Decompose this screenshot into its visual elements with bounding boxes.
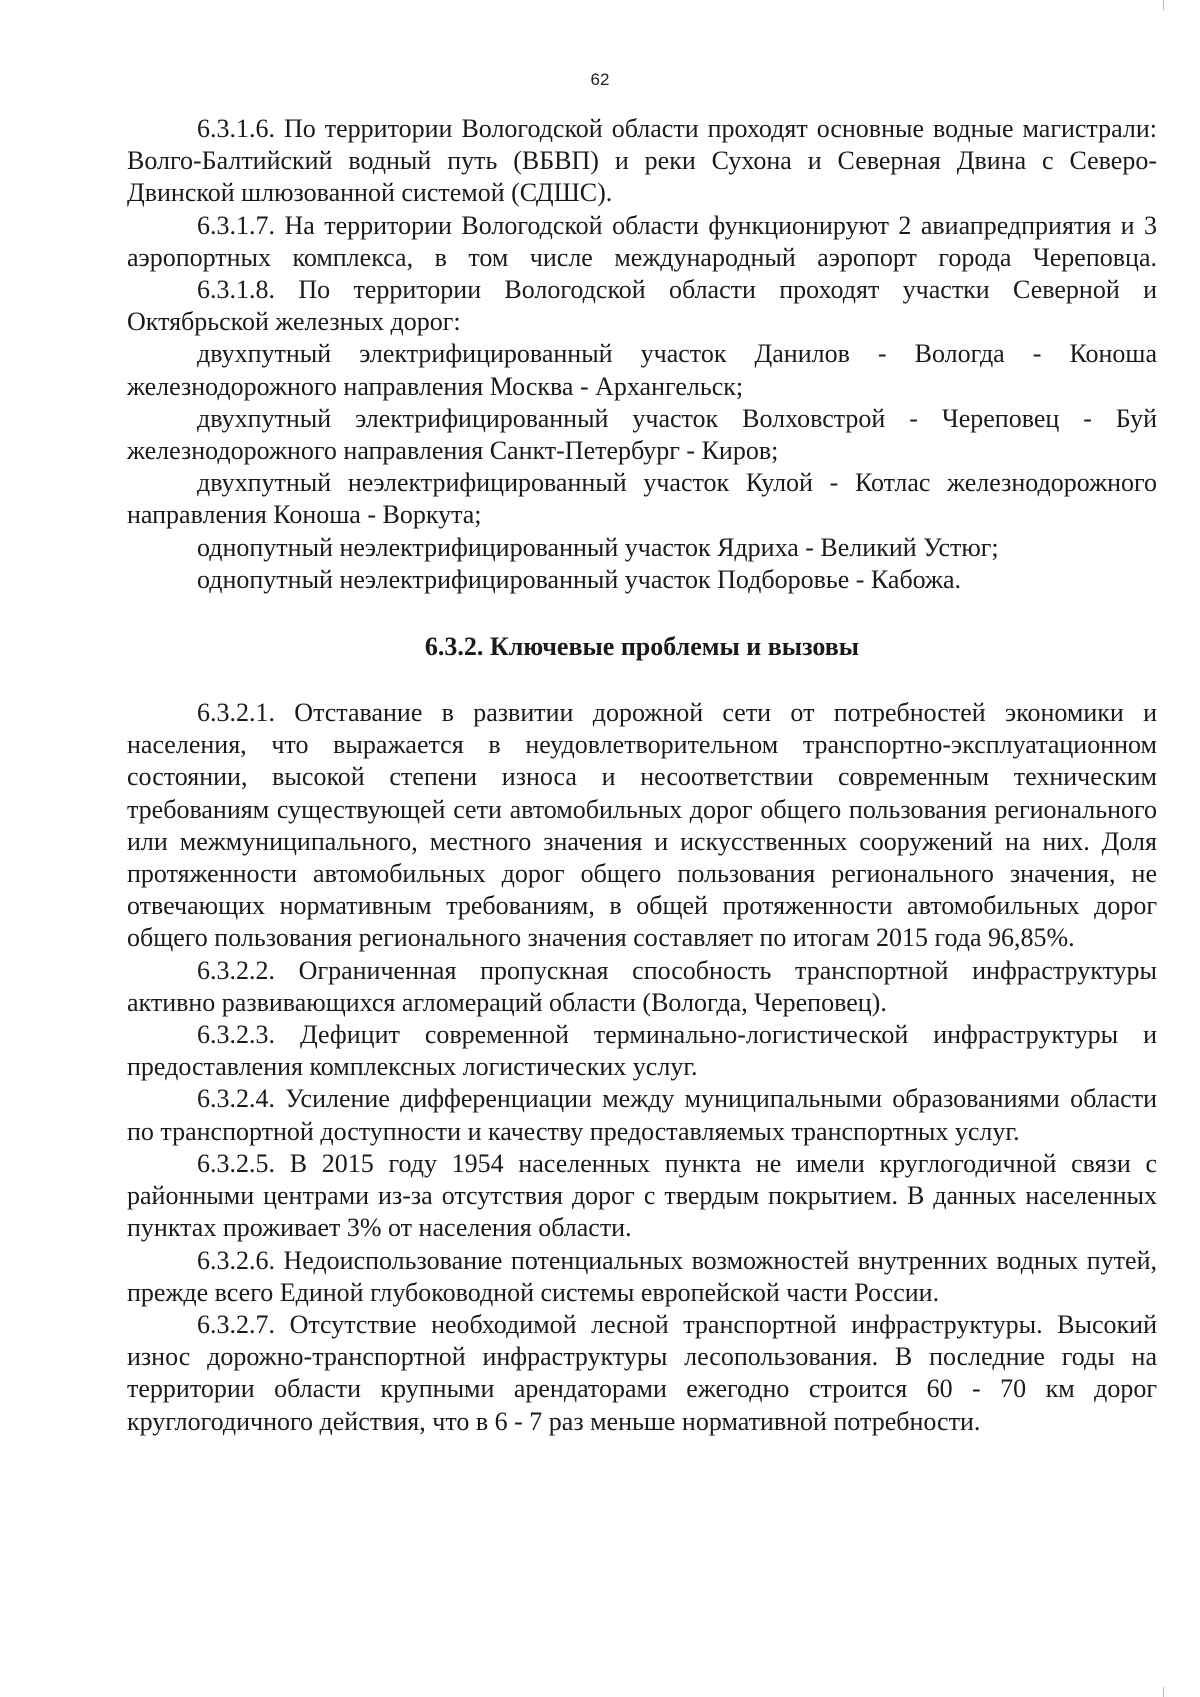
railway-list-item: однопутный неэлектрифицированный участок Подборовье - Кабожа. (197, 564, 962, 594)
railway-list-item: двухпутный неэлектрифицированный участок Кулой - Котлас железнодорожного направления Коноша - Воркута; (127, 468, 1157, 530)
paragraph-6-3-1-8: 6.3.1.8. По территории Вологодской области проходят участки Северной и Октябрьской железных дорог: (127, 275, 1157, 337)
paragraph-6-3-2-1: 6.3.2.1. Отставание в развитии дорожной сети от потребностей экономики и населения, что выражается в неудовлетворительном транспортно-эксплуатационном состоянии, высокой степени износа и несоответствии современным техническим требованиям существующей сети автомобильных дорог общего пользования регионального или межмуниципального, местного значения и искусственных сооружений на них. Доля протяженности автомобильных дорог общего пользования регионального значения, не отвечающих нормативным требованиям, в общей протяженности автомобильных дорог общего пользования регионального значения составляет по итогам 2015 года 96,85%. (127, 698, 1157, 953)
section-heading: 6.3.2. Ключевые проблемы и вызовы (424, 632, 860, 662)
paragraph-6-3-1-6: 6.3.1.6. По территории Вологодской области проходят основные водные магистрали: Волго-Балтийский водный путь (ВБВП) и реки Сухона и Северная Двина с Северо-Двинской шлюзованной системой (СДШС). (127, 114, 1157, 208)
railway-list-item: однопутный неэлектрифицированный участок Ядриха - Великий Устюг; (197, 532, 999, 562)
paragraph-6-3-2-7: 6.3.2.7. Отсутствие необходимой лесной транспортной инфраструктуры. Высокий износ дорожно-транспортной инфраструктуры лесопользования. В последние годы на территории области крупными арендаторами ежегодно строится 60 - 70 км дорог круглогодичного действия, что в 6 - 7 раз меньше нормативной потребности. (127, 1309, 1157, 1436)
page-number: 62 (590, 70, 610, 89)
railway-list-item: двухпутный электрифицированный участок Данилов - Вологда - Коноша железнодорожного направления Москва - Архангельск; (127, 339, 1157, 401)
paragraph-6-3-2-2: 6.3.2.2. Ограниченная пропускная способность транспортной инфраструктуры активно развивающихся агломераций области (Вологда, Череповец). (127, 955, 1157, 1017)
document-body (127, 113, 1157, 1438)
paragraph-6-3-1-7: 6.3.1.7. На территории Вологодской области функционируют 2 авиапредприятия и 3 аэропортных комплекса, в том числе международный аэропорт города Череповца. (127, 210, 1157, 272)
paragraph-6-3-2-5: 6.3.2.5. В 2015 году 1954 населенных пункта не имели круглогодичной связи с районными центрами из-за отсутствия дорог с твердым покрытием. В данных населенных пунктах проживает 3% от населения области. (127, 1148, 1157, 1243)
paragraph-6-3-2-6: 6.3.2.6. Недоиспользование потенциальных возможностей внутренних водных путей, прежде всего Единой глубоководной системы европейской части России. (127, 1245, 1157, 1307)
scan-edge-mark (1163, 0, 1164, 10)
paragraph-6-3-2-3: 6.3.2.3. Дефицит современной терминально-логистической инфраструктуры и предоставления комплексных логистических услуг. (127, 1020, 1157, 1082)
paragraph-6-3-2-4: 6.3.2.4. Усиление дифференциации между муниципальными образованиями области по транспортной доступности и качеству предоставляемых транспортных услуг. (127, 1084, 1157, 1146)
railway-list-item: двухпутный электрифицированный участок Волховстрой - Череповец - Буй железнодорожного направления Санкт-Петербург - Киров; (127, 403, 1157, 466)
scan-edge-mark (1163, 1687, 1164, 1697)
